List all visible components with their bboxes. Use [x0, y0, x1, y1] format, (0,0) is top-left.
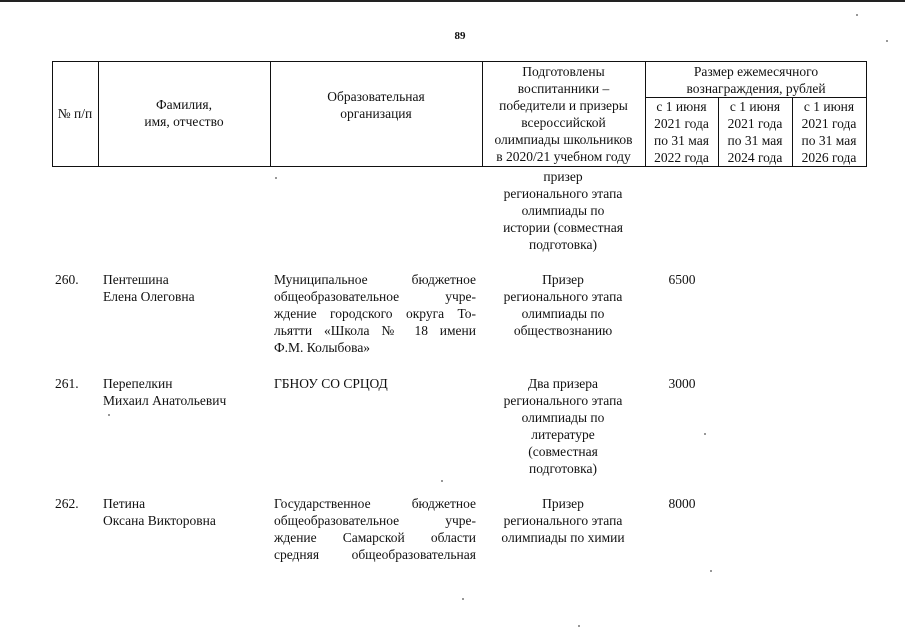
header-col-name: Фамилия, имя, отчество	[144, 97, 224, 129]
header-period-2024: с 1 июня 2021 года по 31 мая 2024 года	[727, 99, 783, 165]
header-period-2026: с 1 июня 2021 года по 31 мая 2026 года	[801, 99, 857, 165]
header-col-number: № п/п	[57, 106, 93, 121]
reward-amount: 6500	[668, 272, 696, 287]
scan-speck	[856, 14, 858, 16]
person-name: Петина Оксана Викторовна	[103, 496, 216, 528]
header-col-prepared-students: Подготовлены воспитанники – победители и призеры всероссийской олимпиады школьников в 2020/21 учебном году	[494, 64, 633, 164]
scan-speck	[441, 480, 443, 482]
scan-speck	[578, 625, 580, 627]
achievement: Призер регионального этапа олимпиады по химии	[501, 496, 625, 545]
scan-top-border	[0, 0, 905, 2]
scan-speck	[886, 40, 888, 42]
row-number: 260.	[55, 272, 79, 287]
header-period-2022: с 1 июня 2021 года по 31 мая 2022 года	[654, 99, 709, 165]
page-number: 89	[454, 30, 466, 42]
achievement: Призер регионального этапа олимпиады по обществознанию	[503, 272, 623, 338]
row-number: 262.	[55, 496, 79, 511]
person-name: Перепелкин Михаил Анатольевич	[103, 376, 227, 408]
scan-speck	[462, 598, 464, 600]
scan-speck	[704, 433, 706, 435]
achievement: Два призера регионального этапа олимпиады по литературе (совместная подготовка)	[503, 376, 623, 476]
header-col-reward: Размер ежемесячного вознаграждения, рублей	[686, 64, 826, 96]
organization: ГБНОУ СО СРЦОД	[274, 376, 388, 391]
row-number: 261.	[55, 376, 79, 391]
continuation-achievement: призер регионального этапа олимпиады по истории (совместная подготовка)	[503, 169, 623, 252]
reward-amount: 3000	[668, 376, 696, 391]
scan-speck	[710, 570, 712, 572]
reward-amount: 8000	[668, 496, 696, 511]
organization: Муниципальное бюджетное общеобразовательное учре- ждение городского округа То- льятти «Школа № 18 имени Ф.М. Колыбова»	[274, 272, 476, 355]
scan-speck	[275, 177, 277, 179]
organization: Государственное бюджетное общеобразовательное учре- ждение Самарской области средняя общеобразовательная	[274, 496, 476, 562]
scan-speck	[108, 414, 110, 416]
header-col-organization: Образовательная организация	[327, 89, 425, 121]
person-name: Пентешина Елена Олеговна	[103, 272, 195, 304]
